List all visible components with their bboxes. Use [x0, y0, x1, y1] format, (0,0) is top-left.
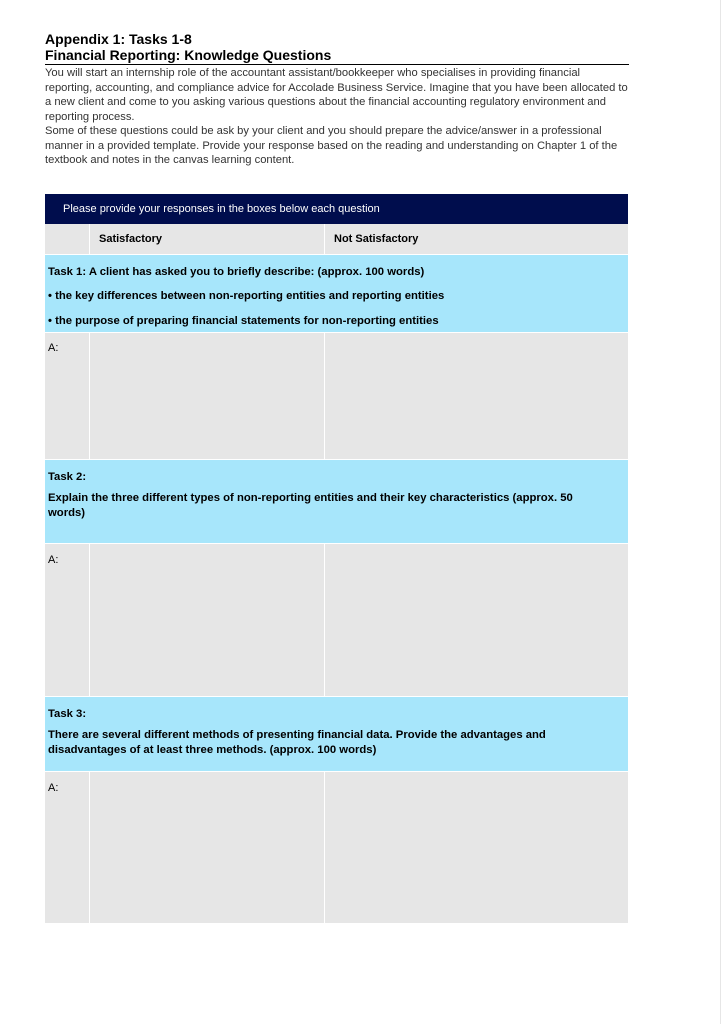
page-title: Appendix 1: Tasks 1-8: [45, 31, 192, 47]
satisfactory-label: Satisfactory: [90, 224, 325, 254]
document-header: [45, 31, 629, 168]
task-3-satisfactory-cell[interactable]: [90, 772, 325, 923]
task-3-label: Task 3:: [48, 708, 87, 720]
not-satisfactory-label: Not Satisfactory: [334, 233, 419, 245]
task-3-not-satisfactory-cell[interactable]: [325, 772, 628, 923]
task-1-satisfactory-cell[interactable]: [90, 333, 325, 459]
task-2-answer-label: A:: [45, 544, 90, 696]
table-banner: Please provide your responses in the boxes below each question: [45, 194, 628, 224]
page-subtitle: Financial Reporting: Knowledge Questions: [45, 47, 629, 65]
response-table: [45, 194, 628, 924]
rating-header-row: [45, 224, 628, 255]
task-2-label: Task 2:: [48, 471, 87, 483]
task-2-answer-row: [45, 544, 628, 697]
intro-paragraph-2: Some of these questions could be ask by your client and you should prepare the advice/answer in a professional manner in a provided template. Provide your response based on the reading and understanding on Chapter 1 of the textbook and notes in the canvas learning content.: [45, 125, 618, 166]
task-2-question: [45, 460, 628, 544]
task-1-not-satisfactory-cell[interactable]: [325, 333, 628, 459]
task-1-bullet-2: • the purpose of preparing financial statements for non-reporting entities: [48, 315, 439, 327]
task-1-answer-row: [45, 333, 628, 460]
task-2-satisfactory-cell[interactable]: [90, 544, 325, 696]
task-3-text: There are several different methods of presenting financial data. Provide the advantages and disadvantages of at least three methods. (approx. 100 words): [48, 729, 546, 756]
rating-blank-cell: [45, 224, 90, 254]
intro-paragraph-1: You will start an internship role of the accountant assistant/bookkeeper who specialises in providing financial reporting, accounting, and compliance advice for Accolade Business Service. Imagine that you have been allocated to a new client and come to you asking various questions about the financial accounting regulatory environment and reporting process.: [45, 67, 628, 123]
task-1-answer-label: A:: [45, 333, 90, 459]
task-3-answer-row: [45, 772, 628, 924]
task-3-answer-label: A:: [45, 772, 90, 923]
task-1-question: [45, 255, 628, 333]
task-3-question: [45, 697, 628, 772]
task-2-not-satisfactory-cell[interactable]: [325, 544, 628, 696]
intro-text: [45, 66, 629, 168]
task-2-text: Explain the three different types of non-reporting entities and their key characteristics (approx. 50 words): [48, 492, 573, 519]
task-1-bullet-1: • the key differences between non-reporting entities and reporting entities: [48, 290, 445, 302]
task-1-heading: Task 1: A client has asked you to briefly describe: (approx. 100 words): [48, 266, 425, 278]
